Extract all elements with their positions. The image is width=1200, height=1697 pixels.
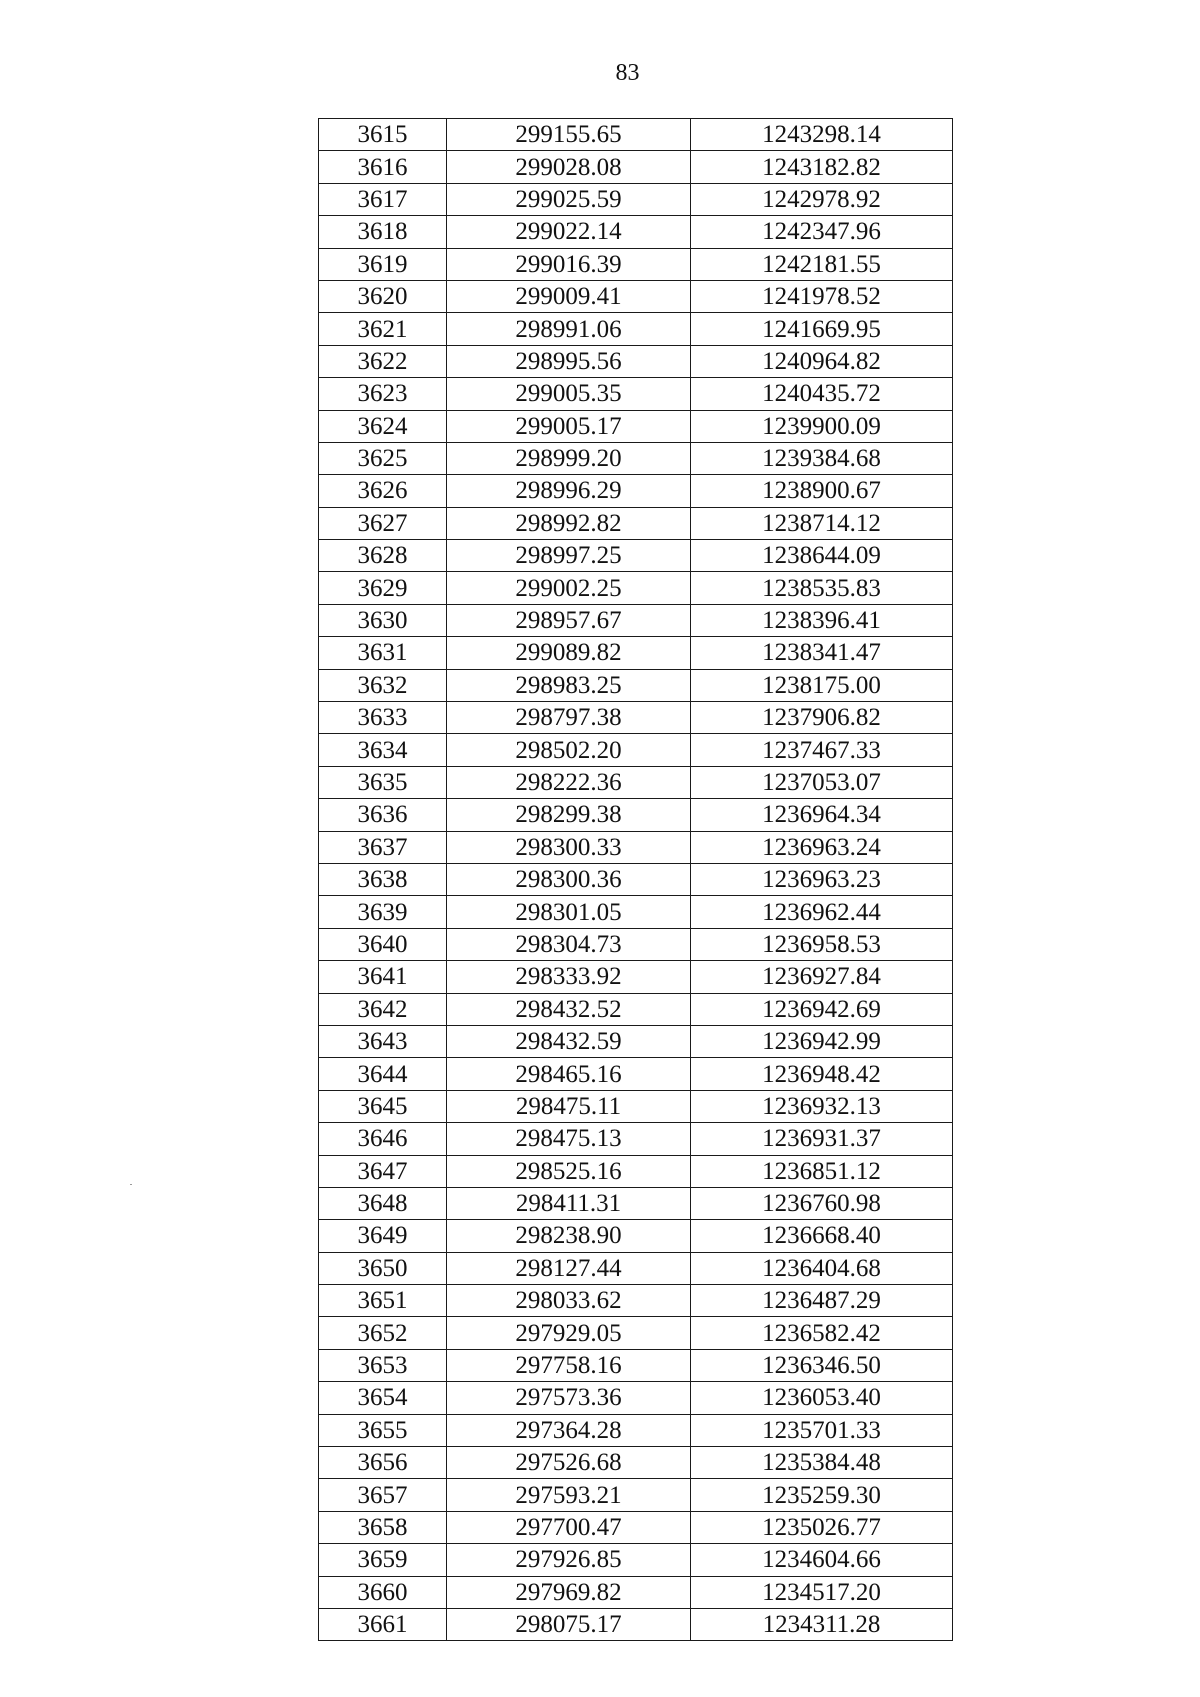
x-coordinate-cell: 298465.16: [447, 1058, 691, 1090]
point-number-cell: 3628: [319, 540, 447, 572]
table-row: [319, 1349, 953, 1381]
x-coordinate-cell: 298999.20: [447, 442, 691, 474]
y-coordinate-cell: 1239900.09: [691, 410, 953, 442]
point-number-cell: 3649: [319, 1220, 447, 1252]
table-row: [319, 637, 953, 669]
y-coordinate-cell: 1238396.41: [691, 604, 953, 636]
x-coordinate-cell: 298995.56: [447, 345, 691, 377]
point-number-cell: 3636: [319, 799, 447, 831]
y-coordinate-cell: 1235259.30: [691, 1479, 953, 1511]
point-number-cell: 3624: [319, 410, 447, 442]
point-number-cell: 3656: [319, 1447, 447, 1479]
y-coordinate-cell: 1234311.28: [691, 1608, 953, 1640]
x-coordinate-cell: 298075.17: [447, 1608, 691, 1640]
y-coordinate-cell: 1238714.12: [691, 507, 953, 539]
x-coordinate-cell: 298996.29: [447, 475, 691, 507]
y-coordinate-cell: 1242181.55: [691, 248, 953, 280]
y-coordinate-cell: 1242978.92: [691, 183, 953, 215]
table-row: [319, 216, 953, 248]
x-coordinate-cell: 298222.36: [447, 766, 691, 798]
y-coordinate-cell: 1236927.84: [691, 961, 953, 993]
y-coordinate-cell: 1238644.09: [691, 540, 953, 572]
y-coordinate-cell: 1236942.69: [691, 993, 953, 1025]
x-coordinate-cell: 298957.67: [447, 604, 691, 636]
point-number-cell: 3619: [319, 248, 447, 280]
x-coordinate-cell: 297700.47: [447, 1511, 691, 1543]
x-coordinate-cell: 298525.16: [447, 1155, 691, 1187]
x-coordinate-cell: 298411.31: [447, 1187, 691, 1219]
table-row: [319, 734, 953, 766]
x-coordinate-cell: 297526.68: [447, 1447, 691, 1479]
x-coordinate-cell: 298983.25: [447, 669, 691, 701]
x-coordinate-cell: 299089.82: [447, 637, 691, 669]
x-coordinate-cell: 298300.36: [447, 863, 691, 895]
y-coordinate-cell: 1237906.82: [691, 702, 953, 734]
x-coordinate-cell: 298238.90: [447, 1220, 691, 1252]
x-coordinate-cell: 297969.82: [447, 1576, 691, 1608]
point-number-cell: 3626: [319, 475, 447, 507]
x-coordinate-cell: 298991.06: [447, 313, 691, 345]
x-coordinate-cell: 298475.11: [447, 1090, 691, 1122]
point-number-cell: 3654: [319, 1382, 447, 1414]
table-row: [319, 1447, 953, 1479]
x-coordinate-cell: 298997.25: [447, 540, 691, 572]
point-number-cell: 3623: [319, 378, 447, 410]
y-coordinate-cell: 1236760.98: [691, 1187, 953, 1219]
table-row: [319, 410, 953, 442]
table-row: [319, 1317, 953, 1349]
y-coordinate-cell: 1236964.34: [691, 799, 953, 831]
y-coordinate-cell: 1243182.82: [691, 151, 953, 183]
table-row: [319, 1123, 953, 1155]
x-coordinate-cell: 297573.36: [447, 1382, 691, 1414]
x-coordinate-cell: 299155.65: [447, 119, 691, 151]
y-coordinate-cell: 1235384.48: [691, 1447, 953, 1479]
point-number-cell: 3622: [319, 345, 447, 377]
x-coordinate-cell: 297364.28: [447, 1414, 691, 1446]
point-number-cell: 3657: [319, 1479, 447, 1511]
x-coordinate-cell: 298797.38: [447, 702, 691, 734]
point-number-cell: 3635: [319, 766, 447, 798]
x-coordinate-cell: 298333.92: [447, 961, 691, 993]
table-row: [319, 961, 953, 993]
y-coordinate-cell: 1236942.99: [691, 1025, 953, 1057]
y-coordinate-cell: 1236487.29: [691, 1285, 953, 1317]
y-coordinate-cell: 1241978.52: [691, 280, 953, 312]
point-number-cell: 3652: [319, 1317, 447, 1349]
table-row: [319, 119, 953, 151]
x-coordinate-cell: 299016.39: [447, 248, 691, 280]
x-coordinate-cell: 298502.20: [447, 734, 691, 766]
x-coordinate-cell: 299025.59: [447, 183, 691, 215]
y-coordinate-cell: 1236963.23: [691, 863, 953, 895]
table-row: [319, 928, 953, 960]
table-row: [319, 378, 953, 410]
coordinate-table-body: [319, 119, 953, 1641]
y-coordinate-cell: 1243298.14: [691, 119, 953, 151]
table-row: [319, 507, 953, 539]
table-row: [319, 1576, 953, 1608]
x-coordinate-cell: 299005.35: [447, 378, 691, 410]
point-number-cell: 3659: [319, 1544, 447, 1576]
table-row: [319, 799, 953, 831]
point-number-cell: 3642: [319, 993, 447, 1025]
point-number-cell: 3615: [319, 119, 447, 151]
x-coordinate-cell: 298475.13: [447, 1123, 691, 1155]
point-number-cell: 3629: [319, 572, 447, 604]
point-number-cell: 3647: [319, 1155, 447, 1187]
table-row: [319, 183, 953, 215]
table-row: [319, 1414, 953, 1446]
point-number-cell: 3641: [319, 961, 447, 993]
point-number-cell: 3620: [319, 280, 447, 312]
y-coordinate-cell: 1235026.77: [691, 1511, 953, 1543]
x-coordinate-cell: 299022.14: [447, 216, 691, 248]
y-coordinate-cell: 1238175.00: [691, 669, 953, 701]
x-coordinate-cell: 298432.59: [447, 1025, 691, 1057]
x-coordinate-cell: 297758.16: [447, 1349, 691, 1381]
point-number-cell: 3660: [319, 1576, 447, 1608]
page-number: 83: [615, 60, 640, 86]
point-number-cell: 3617: [319, 183, 447, 215]
x-coordinate-cell: 299028.08: [447, 151, 691, 183]
point-number-cell: 3651: [319, 1285, 447, 1317]
y-coordinate-cell: 1235701.33: [691, 1414, 953, 1446]
x-coordinate-cell: 299009.41: [447, 280, 691, 312]
table-row: [319, 1025, 953, 1057]
table-row: [319, 993, 953, 1025]
table-row: [319, 1608, 953, 1640]
table-row: [319, 572, 953, 604]
y-coordinate-cell: 1236668.40: [691, 1220, 953, 1252]
point-number-cell: 3646: [319, 1123, 447, 1155]
table-row: [319, 151, 953, 183]
point-number-cell: 3637: [319, 831, 447, 863]
table-row: [319, 313, 953, 345]
table-row: [319, 1187, 953, 1219]
point-number-cell: 3639: [319, 896, 447, 928]
y-coordinate-cell: 1236851.12: [691, 1155, 953, 1187]
y-coordinate-cell: 1242347.96: [691, 216, 953, 248]
point-number-cell: 3645: [319, 1090, 447, 1122]
table-row: [319, 604, 953, 636]
point-number-cell: 3658: [319, 1511, 447, 1543]
point-number-cell: 3655: [319, 1414, 447, 1446]
table-row: [319, 248, 953, 280]
x-coordinate-cell: 297593.21: [447, 1479, 691, 1511]
y-coordinate-cell: 1238341.47: [691, 637, 953, 669]
table-row: [319, 1155, 953, 1187]
table-row: [319, 1058, 953, 1090]
x-coordinate-cell: 298992.82: [447, 507, 691, 539]
y-coordinate-cell: 1236053.40: [691, 1382, 953, 1414]
table-row: [319, 1220, 953, 1252]
table-row: [319, 540, 953, 572]
table-row: [319, 863, 953, 895]
point-number-cell: 3634: [319, 734, 447, 766]
point-number-cell: 3621: [319, 313, 447, 345]
y-coordinate-cell: 1236346.50: [691, 1349, 953, 1381]
scan-speck: [130, 1184, 132, 1185]
table-row: [319, 442, 953, 474]
point-number-cell: 3633: [319, 702, 447, 734]
point-number-cell: 3653: [319, 1349, 447, 1381]
y-coordinate-cell: 1236948.42: [691, 1058, 953, 1090]
y-coordinate-cell: 1237053.07: [691, 766, 953, 798]
y-coordinate-cell: 1234604.66: [691, 1544, 953, 1576]
y-coordinate-cell: 1236931.37: [691, 1123, 953, 1155]
point-number-cell: 3632: [319, 669, 447, 701]
table-row: [319, 1285, 953, 1317]
x-coordinate-cell: 297926.85: [447, 1544, 691, 1576]
table-row: [319, 345, 953, 377]
point-number-cell: 3648: [319, 1187, 447, 1219]
point-number-cell: 3644: [319, 1058, 447, 1090]
x-coordinate-cell: 299005.17: [447, 410, 691, 442]
table-row: [319, 1479, 953, 1511]
point-number-cell: 3618: [319, 216, 447, 248]
point-number-cell: 3638: [319, 863, 447, 895]
x-coordinate-cell: 299002.25: [447, 572, 691, 604]
x-coordinate-cell: 298432.52: [447, 993, 691, 1025]
y-coordinate-cell: 1236962.44: [691, 896, 953, 928]
point-number-cell: 3625: [319, 442, 447, 474]
y-coordinate-cell: 1240435.72: [691, 378, 953, 410]
point-number-cell: 3630: [319, 604, 447, 636]
y-coordinate-cell: 1234517.20: [691, 1576, 953, 1608]
table-row: [319, 766, 953, 798]
y-coordinate-cell: 1236958.53: [691, 928, 953, 960]
x-coordinate-cell: 298299.38: [447, 799, 691, 831]
table-row: [319, 280, 953, 312]
point-number-cell: 3616: [319, 151, 447, 183]
coordinate-table: [318, 118, 953, 1641]
y-coordinate-cell: 1238535.83: [691, 572, 953, 604]
y-coordinate-cell: 1238900.67: [691, 475, 953, 507]
x-coordinate-cell: 298300.33: [447, 831, 691, 863]
y-coordinate-cell: 1239384.68: [691, 442, 953, 474]
point-number-cell: 3650: [319, 1252, 447, 1284]
y-coordinate-cell: 1241669.95: [691, 313, 953, 345]
y-coordinate-cell: 1236963.24: [691, 831, 953, 863]
table-row: [319, 1252, 953, 1284]
table-row: [319, 702, 953, 734]
x-coordinate-cell: 298301.05: [447, 896, 691, 928]
table-row: [319, 1090, 953, 1122]
point-number-cell: 3661: [319, 1608, 447, 1640]
table-row: [319, 669, 953, 701]
table-row: [319, 1382, 953, 1414]
table-row: [319, 831, 953, 863]
y-coordinate-cell: 1236932.13: [691, 1090, 953, 1122]
x-coordinate-cell: 298033.62: [447, 1285, 691, 1317]
point-number-cell: 3631: [319, 637, 447, 669]
x-coordinate-cell: 297929.05: [447, 1317, 691, 1349]
x-coordinate-cell: 298304.73: [447, 928, 691, 960]
table-row: [319, 475, 953, 507]
y-coordinate-cell: 1240964.82: [691, 345, 953, 377]
y-coordinate-cell: 1236582.42: [691, 1317, 953, 1349]
table-row: [319, 1511, 953, 1543]
point-number-cell: 3627: [319, 507, 447, 539]
x-coordinate-cell: 298127.44: [447, 1252, 691, 1284]
y-coordinate-cell: 1236404.68: [691, 1252, 953, 1284]
table-row: [319, 896, 953, 928]
point-number-cell: 3640: [319, 928, 447, 960]
y-coordinate-cell: 1237467.33: [691, 734, 953, 766]
point-number-cell: 3643: [319, 1025, 447, 1057]
table-row: [319, 1544, 953, 1576]
